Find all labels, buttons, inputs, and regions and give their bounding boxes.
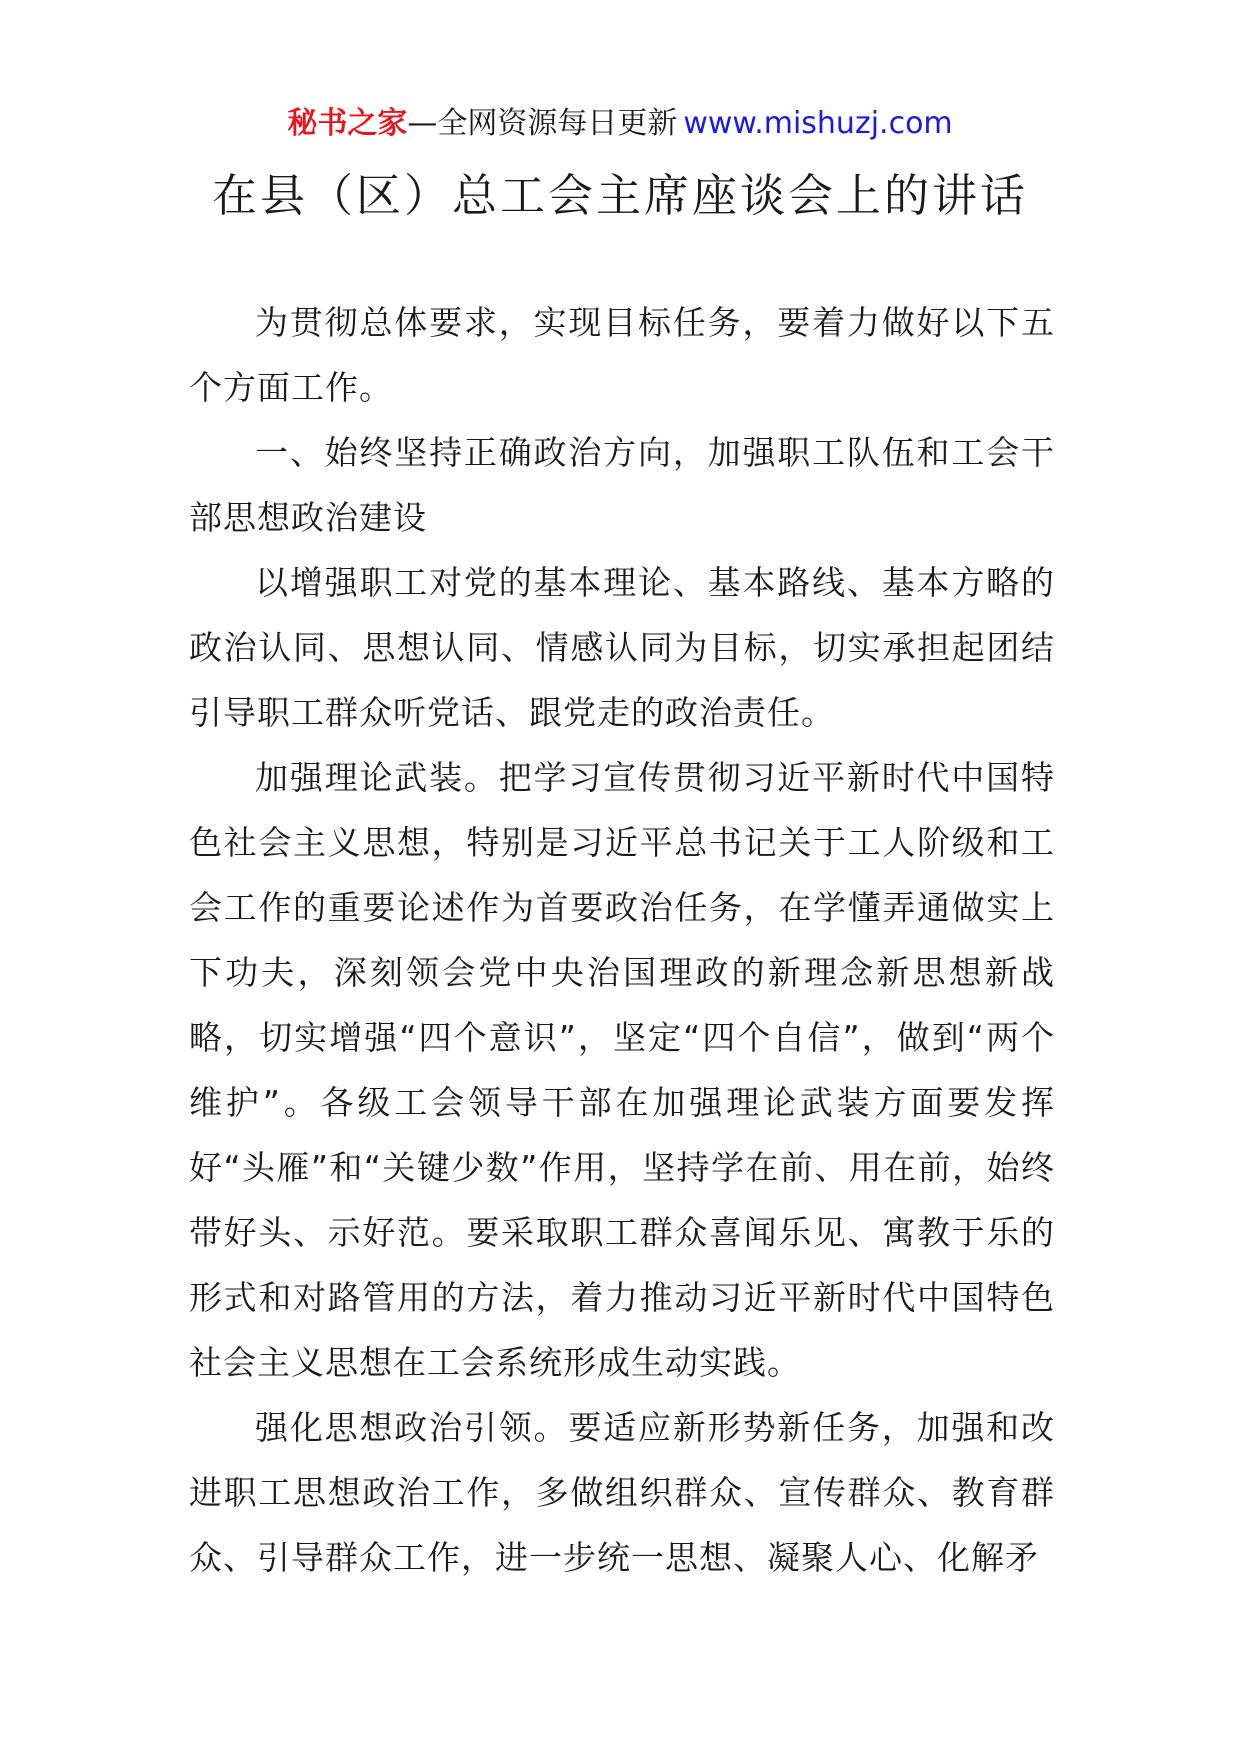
site-brand: 秘书之家 — [287, 106, 408, 141]
site-tagline: —全网资源每日更新 — [407, 106, 678, 141]
document-title: 在县（区）总工会主席座谈会上的讲话 — [211, 169, 1028, 222]
paragraph: 加强理论武装。把学习宣传贯彻习近平新时代中国特色社会主义思想，特别是习近平总书记关于工人阶级和工会工作的重要论述作为首要政治任务，在学懂弄通做实上下功夫，深刻领会党中央治国理政的新理念新思想新战略，切实增强“四个意识”，坚定“四个自信”，做到“两个维护”。各级工会领导干部在加强理论武装方面要发挥好“头雁”和“关键少数”作用，坚持学在前、用在前，始终带好头、示好范。要采取职工群众喜闻乐见、寓教于乐的形式和对路管用的方法，着力推动习近平新时代中国特色社会主义思想在工会系统形成生动实践。 — [189, 758, 1055, 1382]
site-header — [0, 104, 1240, 144]
paragraph: 以增强职工对党的基本理论、基本路线、基本方略的政治认同、思想认同、情感认同为目标，切实承担起团结引导职工群众听党话、跟党走的政治责任。 — [189, 563, 1055, 732]
document-body — [189, 290, 1055, 1590]
paragraph-intro: 为贯彻总体要求，实现目标任务，要着力做好以下五个方面工作。 — [189, 303, 1055, 407]
paragraph: 强化思想政治引领。要适应新形势新任务，加强和改进职工思想政治工作，多做组织群众、宣传群众、教育群众、引导群众工作，进一步统一思想、凝聚人心、化解矛 — [189, 1408, 1055, 1577]
site-url-link[interactable]: www.mishuzj.com — [683, 106, 953, 141]
section-heading-1: 一、始终坚持正确政治方向，加强职工队伍和工会干部思想政治建设 — [189, 433, 1055, 537]
